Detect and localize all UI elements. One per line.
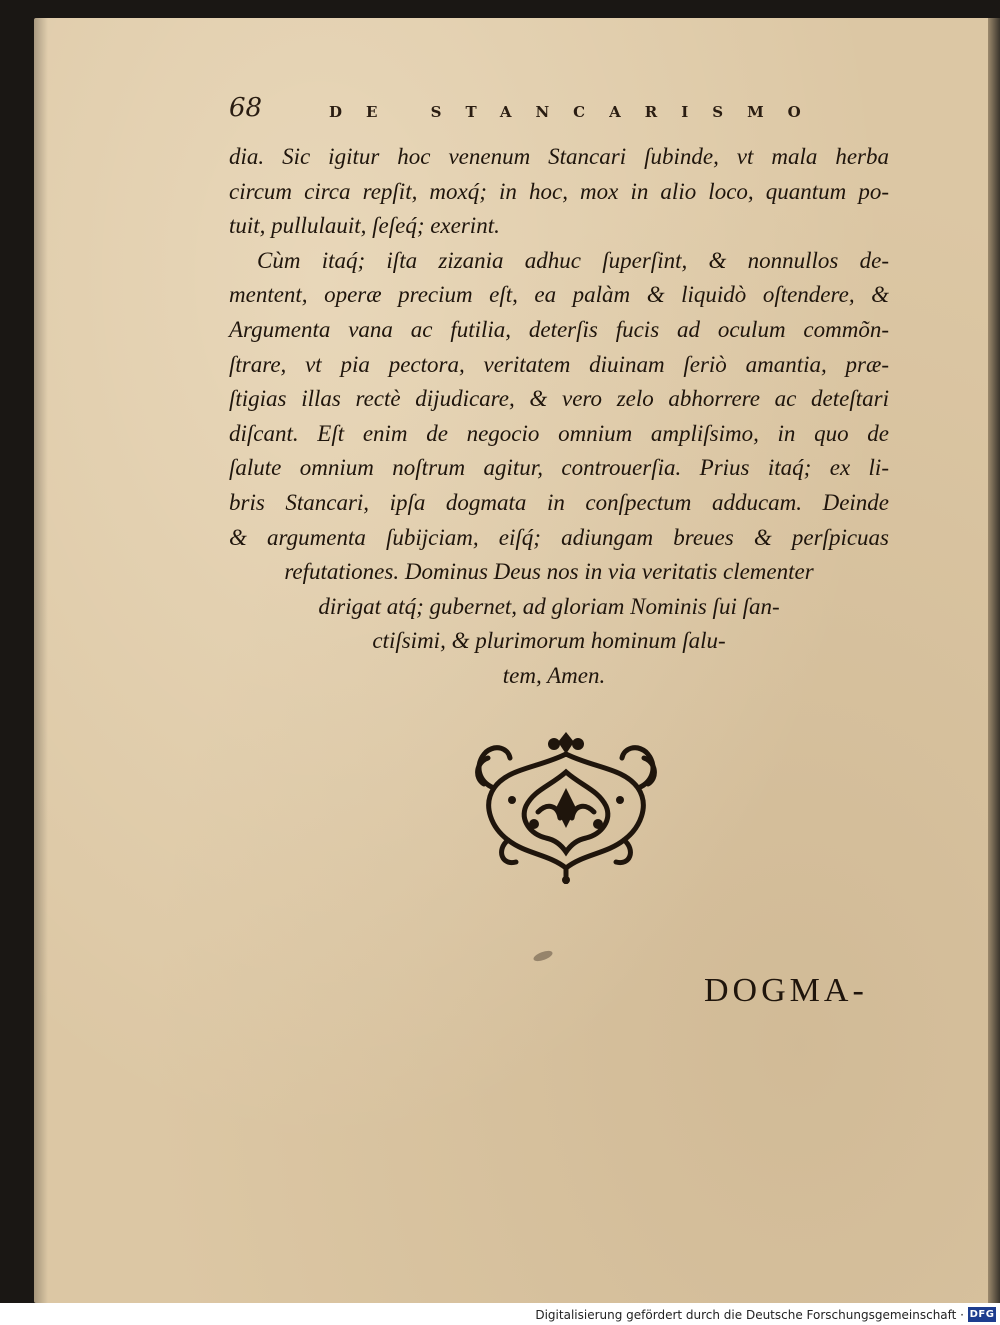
dfg-logo: DFG: [969, 1309, 995, 1320]
text-line: tuit, pullulauit, ſeſeq́; exerint.: [229, 213, 500, 239]
text-line: ſalute omnium noſtrum agitur, controuerſia. Prius itaq́; ex li-: [229, 455, 889, 481]
page-number: 68: [229, 93, 263, 123]
text-line: refutationes. Dominus Deus nos in via veritatis clementer: [284, 559, 814, 585]
gutter-shadow: [34, 18, 48, 1303]
text-line: dirigat atq́; gubernet, ad gloriam Nominis ſui ſan-: [318, 593, 780, 619]
text-line: mentent, operæ precium eſt, ea palàm & liquidò oſtendere, &: [229, 282, 889, 308]
text-line: ctiſsimi, & plurimorum hominum ſalu-: [372, 628, 726, 654]
fleuron-ornament-icon: [468, 728, 664, 884]
text-line: Cùm itaq́; iſta zizania adhuc ſuperſint, & nonnullos de-: [257, 247, 889, 273]
text-line: circum circa repſit, moxq́; in hoc, mox in alio loco, quantum po-: [229, 178, 889, 204]
text-line: Argumenta vana ac futilia, deterſis fucis ad oculum commõn-: [229, 316, 889, 342]
running-head: [229, 93, 825, 133]
text-line: ſtrare, vt pia pectora, veritatem diuinam ſeriò amantia, præ-: [229, 351, 889, 377]
text-line: bris Stancari, ipſa dogmata in conſpectum adducam. Deinde: [229, 489, 889, 515]
running-head-title: DE STANCARISMO: [329, 103, 825, 121]
body-text: [229, 140, 889, 694]
page-edge: [988, 18, 1000, 1303]
digitization-credit: Digitalisierung gefördert durch die Deutsche Forschungsgemeinschaft ·: [535, 1308, 964, 1322]
text-line: tem, Amen.: [502, 662, 606, 688]
text-line: dia. Sic igitur hoc venenum Stancari ſubinde, vt mala herba: [229, 144, 889, 169]
text-line: & argumenta ſubijciam, eiſq́; adiungam breues & perſpicuas: [229, 524, 889, 550]
text-line: diſcant. Eſt enim de negocio omnium ampliſsimo, in quo de: [229, 420, 889, 446]
text-line: ſtigias illas rectè dijudicare, & vero zelo abhorrere ac deteſtari: [229, 386, 889, 412]
catchword: DOGMA-: [704, 972, 868, 1009]
